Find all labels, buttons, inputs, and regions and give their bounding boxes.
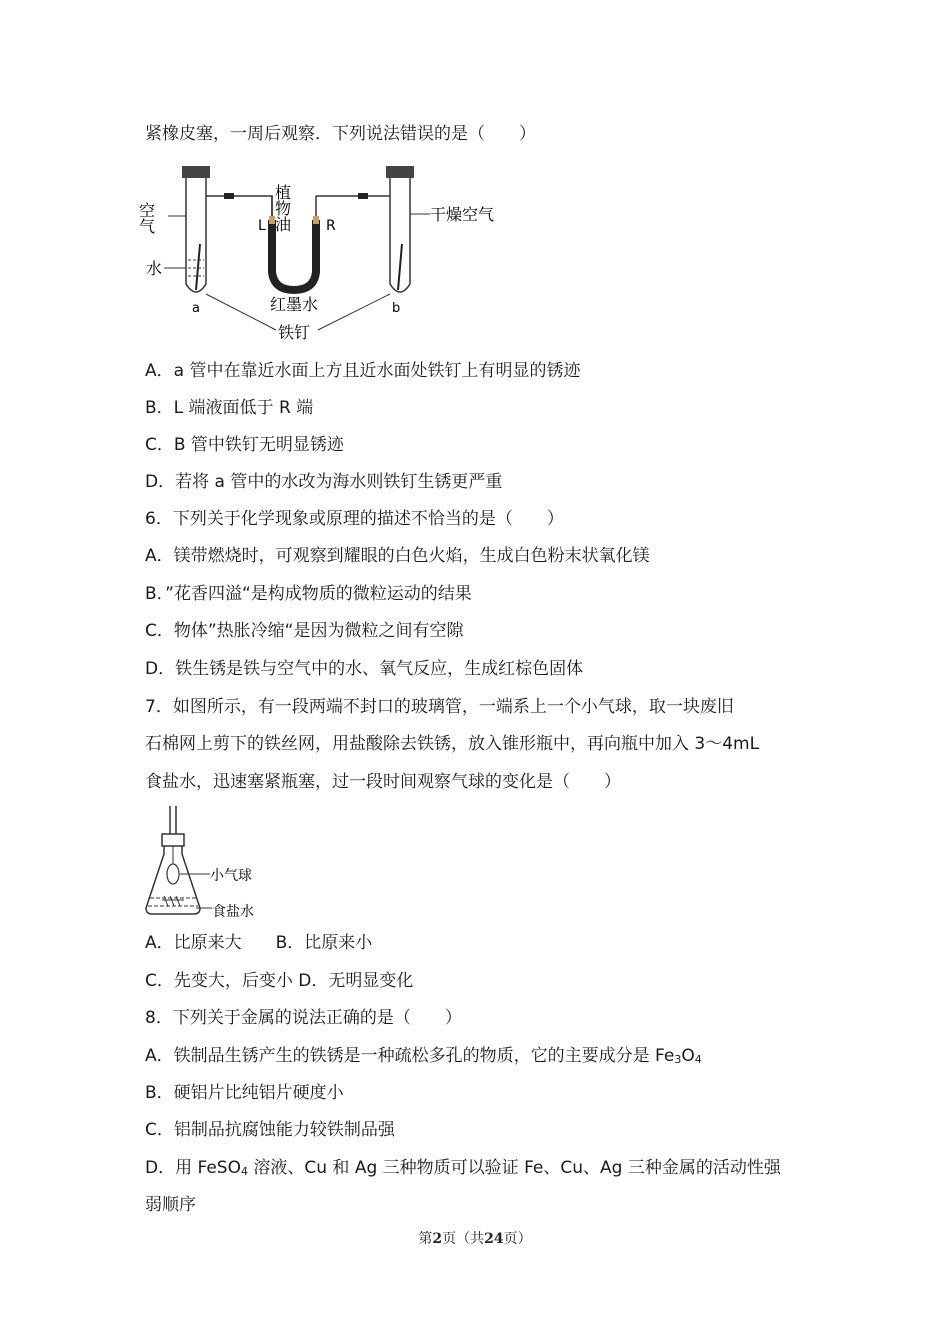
q5-option-c: C．B 管中铁钉无明显锈迹 [145,435,344,455]
label-air-left: 空气 [136,202,156,234]
nail-a [196,244,200,290]
label-red-ink: 红墨水 [270,295,319,314]
label-L: L [258,218,266,234]
label-a: a [192,301,200,316]
label-nail: 铁钉 [278,323,311,342]
q6-stem: 6．下列关于化学现象或原理的描述不恰当的是（ ） [145,509,564,529]
q5-stem-tail: 紧橡皮塞，一周后观察．下列说法错误的是（ ） [145,124,536,144]
flask-stopper [162,834,184,846]
q6-option-c: C．物体”热胀冷缩“是因为微粒之间有空隙 [145,621,464,641]
q7-figure [140,804,280,922]
q8-option-b: B．硬铝片比纯铝片硬度小 [145,1083,344,1103]
q7-stem-line1: 7．如图所示，有一段两端不封口的玻璃管，一端系上一个小气球，取一块废旧 [145,697,734,717]
q8-stem: 8．下列关于金属的说法正确的是（ ） [145,1008,462,1028]
label-b: b [392,301,401,316]
label-dry-air: 干燥空气 [430,205,495,224]
label-balloon: 小气球 [210,868,252,884]
label-oil: 植物油 [272,184,292,232]
q8-option-d: D．用 FeSO4 溶液、Cu 和 Ag 三种物质可以验证 Fe、Cu、Ag 三种金属的活动性强 [145,1158,781,1178]
q5-option-a: A．a 管中在靠近水面上方且近水面处铁钉上有明显的锈迹 [145,361,581,381]
q6-option-d: D．铁生锈是铁与空气中的水、氧气反应，生成红棕色固体 [145,659,584,679]
q8-option-a: A．铁制品生锈产生的铁锈是一种疏松多孔的物质，它的主要成分是 Fe3O4 [145,1046,702,1066]
q5-option-b: B．L 端液面低于 R 端 [145,398,314,418]
q7-stem-line2: 石棉网上剪下的铁丝网，用盐酸除去铁锈，放入锥形瓶中，再向瓶中加入 3～4mL [145,734,760,754]
q7-options-ab: A．比原来大 B．比原来小 [145,933,373,953]
label-water: 水 [146,259,163,278]
q5-option-d: D．若将 a 管中的水改为海水则铁钉生锈更严重 [145,472,503,492]
q8-option-c: C．铝制品抗腐蚀能力较铁制品强 [145,1120,395,1140]
q7-stem-line3: 食盐水，迅速塞紧瓶塞，过一段时间观察气球的变化是（ ） [145,772,621,792]
q6-option-b: B．”花香四溢“是构成物质的微粒运动的结果 [145,584,472,604]
q7-options-cd: C．先变大，后变小 D．无明显变化 [145,971,414,991]
q8-option-d-line2: 弱顺序 [145,1195,196,1215]
nail-b [398,244,402,290]
page-footer: 第2页（共24页） [418,1231,532,1247]
stopper-a [182,166,210,178]
stopper-b [386,166,414,178]
label-R: R [326,218,336,234]
tube-a [186,178,206,292]
q6-option-a: A．镁带燃烧时，可观察到耀眼的白色火焰，生成白色粉末状氧化镁 [145,546,650,566]
label-salt-water: 食盐水 [212,904,254,920]
balloon [167,864,179,884]
q5-figure [136,160,495,348]
